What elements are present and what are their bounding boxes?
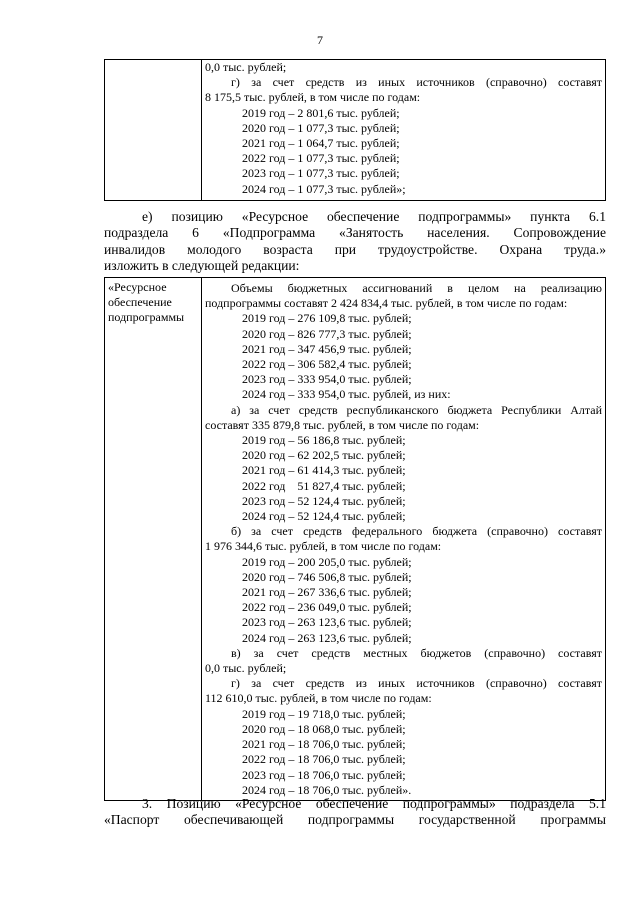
table-line: 2020 год – 826 777,3 тыс. рублей; — [242, 326, 412, 341]
table-line: 2019 год – 19 718,0 тыс. рублей; — [242, 706, 406, 721]
table-line: 2021 год – 347 456,9 тыс. рублей; — [242, 341, 412, 356]
table-line: 2022 год – 236 049,0 тыс. рублей; — [242, 600, 412, 615]
resource-table-label-cell — [105, 278, 202, 801]
table-line: 2019 год – 200 205,0 тыс. рублей; — [242, 554, 412, 569]
table-line: 2020 год – 18 068,0 тыс. рублей; — [242, 721, 406, 736]
table-line: а) за счет средств республиканского бюджета Республики Алтай — [231, 402, 602, 417]
label-line: «Ресурсное — [108, 280, 167, 294]
table-line: г) за счет средств из иных источников (справочно) составят — [231, 75, 602, 90]
table-line: 2020 год – 62 202,5 тыс. рублей; — [242, 448, 406, 463]
table-line: 2021 год – 1 064,7 тыс. рублей; — [242, 136, 400, 151]
top-table-right-cell — [202, 60, 606, 201]
table-line: 2023 год – 333 954,0 тыс. рублей; — [242, 372, 412, 387]
table-line: 2022 год – 18 706,0 тыс. рублей; — [242, 752, 406, 767]
table-line: 2024 год – 1 077,3 тыс. рублей»; — [242, 181, 406, 196]
table-line: 2023 год – 18 706,0 тыс. рублей; — [242, 767, 406, 782]
paragraph-line: подраздела 6 «Подпрограмма «Занятость населения. Сопровождение — [104, 225, 606, 241]
table-line: 0,0 тыс. рублей; — [205, 60, 287, 74]
table-line: 2023 год – 52 124,4 тыс. рублей; — [242, 493, 406, 508]
table-line: 2020 год – 1 077,3 тыс. рублей; — [242, 120, 400, 135]
table-line: 2020 год – 746 506,8 тыс. рублей; — [242, 569, 412, 584]
table-line: 2022 год – 1 077,3 тыс. рублей; — [242, 151, 400, 166]
table-line: 2022 год 51 827,4 тыс. рублей; — [242, 478, 406, 493]
table-line: 2024 год – 333 954,0 тыс. рублей, из них: — [242, 387, 451, 402]
paragraph-line: е) позицию «Ресурсное обеспечение подпрограммы» пункта 6.1 — [142, 209, 606, 224]
paragraph-line: изложить в следующей редакции: — [104, 258, 300, 274]
top-table — [104, 59, 606, 201]
paragraph-line: 3. Позицию «Ресурсное обеспечение подпрограммы» подраздела 5.1 — [142, 796, 606, 811]
label-line: обеспечение — [108, 295, 172, 310]
table-line: 2021 год – 267 336,6 тыс. рублей; — [242, 585, 412, 600]
table-line: в) за счет средств местных бюджетов (справочно) составят — [231, 645, 602, 660]
table-line: б) за счет средств федерального бюджета (справочно) составят — [231, 524, 602, 539]
table-line: 2023 год – 1 077,3 тыс. рублей; — [242, 166, 400, 181]
table-line: составят 335 879,8 тыс. рублей, в том числе по годам: — [205, 417, 480, 432]
table-line: 0,0 тыс. рублей; — [205, 661, 287, 676]
table-line: 2019 год – 276 109,8 тыс. рублей; — [242, 311, 412, 326]
table-line: 1 976 344,6 тыс. рублей, в том числе по годам: — [205, 539, 442, 554]
resource-table — [104, 277, 606, 801]
table-line: 2024 год – 52 124,4 тыс. рублей; — [242, 509, 406, 524]
table-line: 2024 год – 18 706,0 тыс. рублей». — [242, 782, 412, 797]
table-line: 2019 год – 2 801,6 тыс. рублей; — [242, 105, 400, 120]
paragraph-line: «Паспорт обеспечивающей подпрограммы государственной программы — [104, 812, 606, 828]
table-line: 8 175,5 тыс. рублей, в том числе по годам: — [205, 90, 421, 105]
table-line: 2022 год – 306 582,4 тыс. рублей; — [242, 357, 412, 372]
paragraph-e — [104, 209, 606, 275]
table-line: 2021 год – 61 414,3 тыс. рублей; — [242, 463, 406, 478]
table-line: 2021 год – 18 706,0 тыс. рублей; — [242, 737, 406, 752]
resource-label — [105, 278, 201, 328]
resource-table-content-cell — [202, 278, 606, 801]
paragraph-line: инвалидов молодого возраста при трудоустройстве. Охрана труда.» — [104, 241, 606, 257]
table-line: Объемы бюджетных ассигнований в целом на реализацию — [231, 281, 602, 295]
table-line: 2024 год – 263 123,6 тыс. рублей; — [242, 630, 412, 645]
paragraph-3 — [104, 796, 606, 829]
page-number: 7 — [317, 33, 323, 47]
table-line: 2019 год – 56 186,8 тыс. рублей; — [242, 433, 406, 448]
table-line: г) за счет средств из иных источников (справочно) составят — [231, 676, 602, 691]
top-table-left-cell — [105, 60, 202, 201]
table-line: 112 610,0 тыс. рублей, в том числе по годам: — [205, 691, 432, 706]
table-line: подпрограммы составят 2 424 834,4 тыс. рублей, в том числе по годам: — [205, 296, 568, 311]
table-line: 2023 год – 263 123,6 тыс. рублей; — [242, 615, 412, 630]
label-line: подпрограммы — [108, 310, 185, 325]
